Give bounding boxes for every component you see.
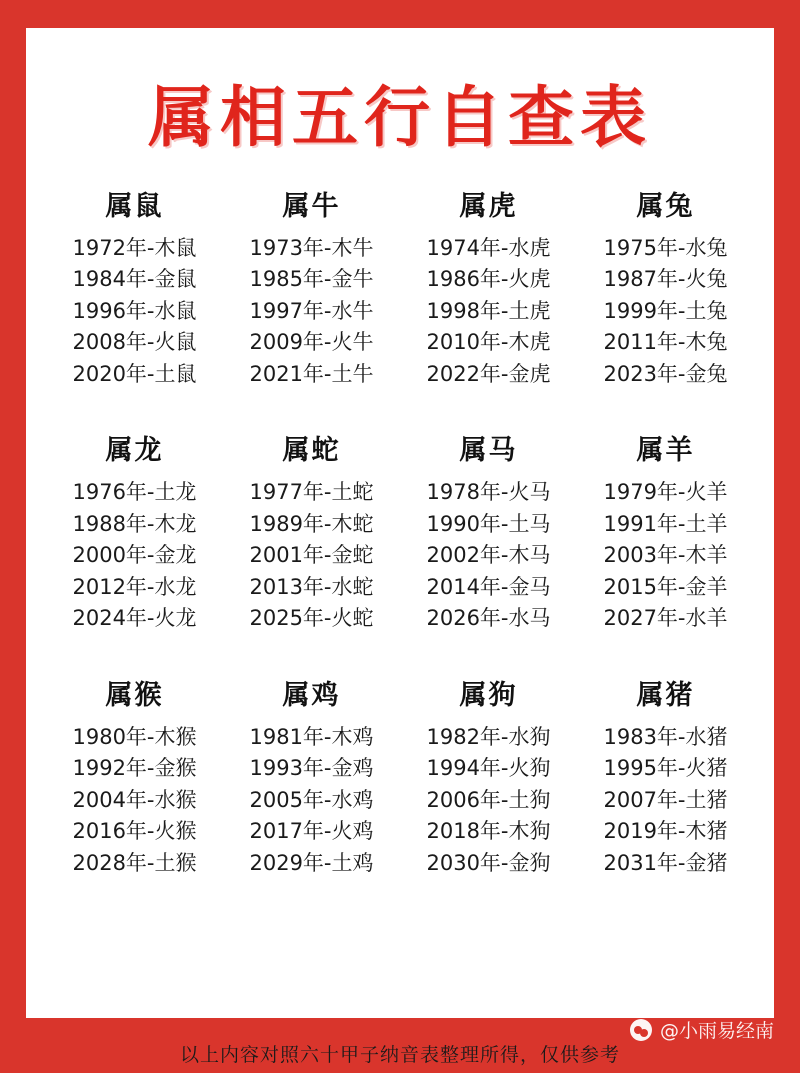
zodiac-title: 属蛇 <box>282 435 341 467</box>
zodiac-entry: 2007年-土猪 <box>603 787 728 812</box>
zodiac-entry: 1986年-火虎 <box>426 267 551 292</box>
zodiac-entry: 2005年-水鸡 <box>249 787 374 812</box>
zodiac-entry: 1988年-木龙 <box>72 511 197 536</box>
zodiac-entry: 1995年-火猪 <box>603 756 728 781</box>
zodiac-cell-dragon <box>46 428 223 635</box>
zodiac-entry: 2030年-金狗 <box>426 850 551 875</box>
zodiac-cell-rooster <box>223 673 400 880</box>
zodiac-entry: 1996年-水鼠 <box>72 298 197 323</box>
zodiac-title: 属牛 <box>282 190 341 222</box>
zodiac-entry: 2000年-金龙 <box>72 543 197 568</box>
zodiac-entry: 1985年-金牛 <box>249 267 374 292</box>
poster-sheet <box>26 28 774 1018</box>
zodiac-title: 属鼠 <box>105 190 164 222</box>
zodiac-title: 属龙 <box>105 435 164 467</box>
zodiac-entry: 2018年-木狗 <box>426 819 551 844</box>
zodiac-entry: 1983年-水猪 <box>603 724 728 749</box>
zodiac-entry: 2008年-火鼠 <box>72 330 197 355</box>
zodiac-entry: 2023年-金兔 <box>603 361 728 386</box>
page-title: 属相五行自查表 <box>148 79 652 156</box>
zodiac-entry: 1991年-土羊 <box>603 511 728 536</box>
zodiac-entry: 1972年-木鼠 <box>72 235 197 260</box>
zodiac-entry: 1975年-水兔 <box>603 235 728 260</box>
zodiac-entry: 1994年-火狗 <box>426 756 551 781</box>
zodiac-entry: 2015年-金羊 <box>603 574 728 599</box>
zodiac-entry: 2031年-金猪 <box>603 850 728 875</box>
zodiac-title: 属猴 <box>105 679 164 711</box>
zodiac-title: 属兔 <box>636 190 695 222</box>
zodiac-entry: 2016年-火猴 <box>72 819 197 844</box>
zodiac-row <box>40 673 760 880</box>
zodiac-entry: 2011年-木兔 <box>603 330 728 355</box>
zodiac-grid <box>40 184 760 880</box>
zodiac-entry: 2002年-木马 <box>426 543 551 568</box>
zodiac-entry: 2020年-土鼠 <box>72 361 197 386</box>
zodiac-entry: 1979年-火羊 <box>603 480 728 505</box>
zodiac-entry: 2004年-水猴 <box>72 787 197 812</box>
zodiac-entry: 1998年-土虎 <box>426 298 551 323</box>
zodiac-title: 属猪 <box>636 679 695 711</box>
zodiac-entry: 1984年-金鼠 <box>72 267 197 292</box>
zodiac-cell-rat <box>46 184 223 391</box>
zodiac-entry: 1989年-木蛇 <box>249 511 374 536</box>
zodiac-cell-ox <box>223 184 400 391</box>
zodiac-entry: 1997年-水牛 <box>249 298 374 323</box>
watermark <box>630 1016 774 1043</box>
zodiac-entry: 1981年-木鸡 <box>249 724 374 749</box>
zodiac-cell-dog <box>400 673 577 880</box>
zodiac-entry: 1976年-土龙 <box>72 480 197 505</box>
zodiac-title: 属羊 <box>636 435 695 467</box>
zodiac-title: 属虎 <box>459 190 518 222</box>
zodiac-entry: 2025年-火蛇 <box>249 606 374 631</box>
zodiac-entry: 1974年-水虎 <box>426 235 551 260</box>
zodiac-entry: 1977年-土蛇 <box>249 480 374 505</box>
footnote: 以上内容对照六十甲子纳音表整理所得，仅供参考 <box>179 1044 620 1066</box>
zodiac-entry: 2009年-火牛 <box>249 330 374 355</box>
zodiac-cell-rabbit <box>577 184 754 391</box>
zodiac-entry: 2026年-水马 <box>426 606 551 631</box>
weibo-icon <box>630 1019 652 1041</box>
zodiac-cell-monkey <box>46 673 223 880</box>
zodiac-row <box>40 184 760 391</box>
zodiac-entry: 1980年-木猴 <box>72 724 197 749</box>
zodiac-title: 属马 <box>459 435 518 467</box>
zodiac-entry: 2001年-金蛇 <box>249 543 374 568</box>
zodiac-entry: 2022年-金虎 <box>426 361 551 386</box>
zodiac-entry: 1999年-土兔 <box>603 298 728 323</box>
zodiac-entry: 1982年-水狗 <box>426 724 551 749</box>
zodiac-entry: 2024年-火龙 <box>72 606 197 631</box>
zodiac-entry: 2029年-土鸡 <box>249 850 374 875</box>
zodiac-entry: 2027年-水羊 <box>603 606 728 631</box>
zodiac-entry: 1993年-金鸡 <box>249 756 374 781</box>
zodiac-entry: 2014年-金马 <box>426 574 551 599</box>
zodiac-entry: 1990年-土马 <box>426 511 551 536</box>
zodiac-entry: 2013年-水蛇 <box>249 574 374 599</box>
zodiac-entry: 2006年-土狗 <box>426 787 551 812</box>
zodiac-cell-tiger <box>400 184 577 391</box>
zodiac-cell-pig <box>577 673 754 880</box>
zodiac-entry: 1992年-金猴 <box>72 756 197 781</box>
zodiac-entry: 1978年-火马 <box>426 480 551 505</box>
zodiac-entry: 2019年-木猪 <box>603 819 728 844</box>
zodiac-entry: 2028年-土猴 <box>72 850 197 875</box>
zodiac-cell-snake <box>223 428 400 635</box>
zodiac-entry: 2003年-木羊 <box>603 543 728 568</box>
zodiac-cell-goat <box>577 428 754 635</box>
zodiac-entry: 2010年-木虎 <box>426 330 551 355</box>
zodiac-title: 属鸡 <box>282 679 341 711</box>
zodiac-entry: 2021年-土牛 <box>249 361 374 386</box>
zodiac-cell-horse <box>400 428 577 635</box>
zodiac-entry: 2012年-水龙 <box>72 574 197 599</box>
zodiac-entry: 1987年-火兔 <box>603 267 728 292</box>
watermark-label: @小雨易经南 <box>659 1020 774 1042</box>
zodiac-row <box>40 428 760 635</box>
zodiac-entry: 1973年-木牛 <box>249 235 374 260</box>
zodiac-entry: 2017年-火鸡 <box>249 819 374 844</box>
zodiac-title: 属狗 <box>459 679 518 711</box>
